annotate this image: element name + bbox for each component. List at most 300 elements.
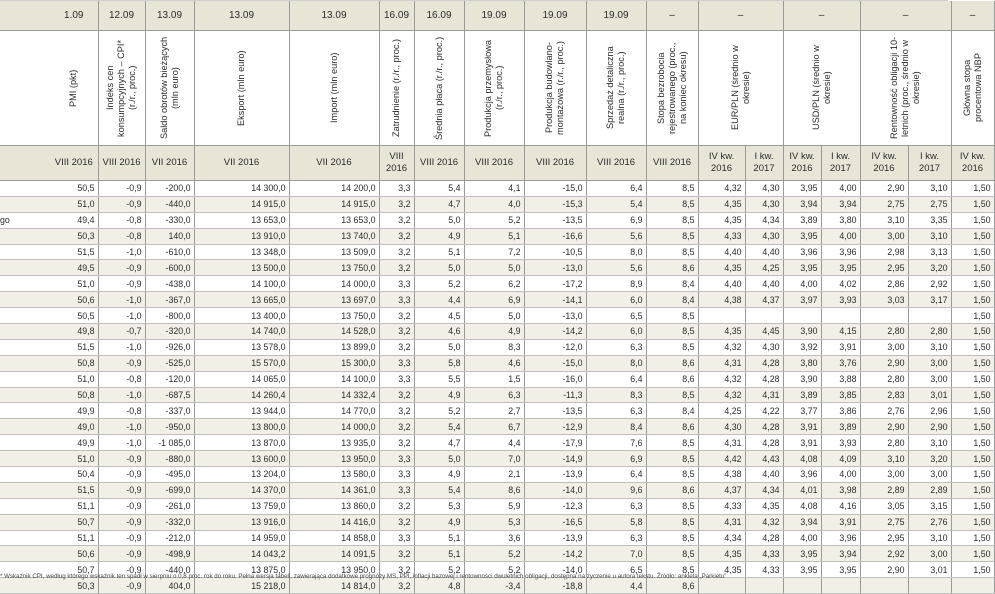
table-cell: 8,0 (586, 244, 646, 260)
table-cell: 4,22 (745, 403, 783, 419)
table-cell: 14 361,0 (289, 482, 379, 498)
row-label (0, 451, 50, 467)
table-cell: -610,0 (145, 244, 194, 260)
column-header-text: Produkcja przemysłowa (r./r., proc.) (483, 39, 504, 137)
table-cell: 3,3 (379, 451, 414, 467)
table-cell: 5,2 (414, 276, 464, 292)
table-cell: -13,9 (524, 467, 586, 483)
table-row (0, 212, 994, 228)
period-cell: IV kw. 2016 (951, 146, 994, 181)
table-cell: 2,76 (860, 403, 908, 419)
table-cell: 4,28 (745, 435, 783, 451)
table-cell: -14,9 (524, 451, 586, 467)
table-cell: 8,5 (646, 435, 698, 451)
table-cell: 3,01 (908, 387, 951, 403)
row-label (0, 196, 50, 212)
column-header (50, 31, 98, 146)
table-cell: -880,0 (145, 451, 194, 467)
table-cell: 50,7 (50, 514, 98, 530)
footnote: * Wskaźnik CPI, według którego wskaźnik ten spadł w sierpniu o 0,8 proc. rok do roku. Pełna wersja tabeli, zawierająca dodatkowe prognozy MS, PPI, inflacji bazowej i rentowności dwuletnich obligacji, dostępna na życzenie u autora tekstu. Źródło: ankieta „Parkietu” (0, 573, 727, 580)
table-cell: 3,95 (783, 546, 821, 562)
table-cell: 4,40 (745, 467, 783, 483)
table-cell: 4,00 (783, 276, 821, 292)
table-cell: 51,1 (50, 530, 98, 546)
table-cell: 14 959,0 (194, 530, 289, 546)
table-cell: 5,0 (414, 260, 464, 276)
table-row (0, 482, 994, 498)
column-header-text: Średnia płaca (r./r., proc.) (433, 36, 444, 140)
table-cell: 3,2 (379, 196, 414, 212)
table-cell: 8,5 (646, 498, 698, 514)
table-cell: 4,00 (821, 228, 860, 244)
table-cell: 1,50 (951, 244, 994, 260)
table-cell: -0,7 (98, 324, 145, 340)
row-label: go (0, 212, 50, 228)
table-cell: 51,1 (50, 498, 98, 514)
period-cell: VIII 2016 (586, 146, 646, 181)
column-header-text: Zatrudnienie (r./r., proc.) (391, 38, 401, 138)
table-cell (783, 308, 821, 324)
table-cell: 8,5 (646, 339, 698, 355)
table-cell: 4,32 (745, 514, 783, 530)
table-cell: -14,0 (524, 482, 586, 498)
table-cell: 3,91 (821, 514, 860, 530)
table-cell: 4,42 (698, 451, 745, 467)
table-cell: 8,6 (646, 419, 698, 435)
table-cell: 1,50 (951, 530, 994, 546)
table-cell: 8,5 (646, 451, 698, 467)
column-header-text: USD/PLN (średnio w okresie) (810, 45, 832, 131)
table-cell: 4,31 (698, 355, 745, 371)
table-cell: 7,0 (586, 546, 646, 562)
table-row (0, 276, 994, 292)
table-cell: 8,0 (586, 355, 646, 371)
table-cell: 5,8 (586, 514, 646, 530)
period-cell: IV kw. 2016 (860, 146, 908, 181)
table-row (0, 339, 994, 355)
table-cell (908, 578, 951, 594)
table-cell: -0,9 (98, 467, 145, 483)
table-cell: 14 528,0 (289, 324, 379, 340)
table-cell: 2,1 (464, 467, 524, 483)
table-cell: 13 899,0 (289, 339, 379, 355)
table-cell: 4,00 (821, 181, 860, 197)
table-cell: 13 750,0 (289, 260, 379, 276)
table-row (0, 419, 994, 435)
table-cell: 3,10 (860, 451, 908, 467)
table-cell: 15 570,0 (194, 355, 289, 371)
date-cell: 1.09 (50, 1, 98, 31)
table-cell: 51,0 (50, 276, 98, 292)
table-cell: 4,35 (698, 546, 745, 562)
table-cell: 6,3 (586, 403, 646, 419)
table-cell: 4,25 (698, 403, 745, 419)
table-cell: 50,3 (50, 578, 98, 594)
table-cell: 2,89 (908, 482, 951, 498)
table-cell: 13 750,0 (289, 308, 379, 324)
column-header (646, 31, 698, 146)
table-cell: 8,9 (586, 276, 646, 292)
table-cell: 1,50 (951, 339, 994, 355)
table-cell: 4,1 (464, 181, 524, 197)
table-row (0, 181, 994, 197)
table-cell: 6,4 (586, 467, 646, 483)
table-cell: -0,9 (98, 482, 145, 498)
table-cell: 3,77 (783, 403, 821, 419)
table-cell: 4,34 (745, 482, 783, 498)
table-cell: 1,50 (951, 419, 994, 435)
column-header-text: Saldo obrotów bieżących (mln euro) (158, 36, 180, 140)
table-cell: 2,80 (860, 435, 908, 451)
table-cell: 51,5 (50, 244, 98, 260)
table-cell: 3,96 (821, 530, 860, 546)
table-cell: 1,50 (951, 371, 994, 387)
table-cell: 3,89 (821, 419, 860, 435)
row-label (0, 530, 50, 546)
table-cell: -1,0 (98, 292, 145, 308)
table-cell: 2,89 (860, 482, 908, 498)
table-cell: 3,00 (908, 546, 951, 562)
table-cell: 2,90 (860, 419, 908, 435)
table-cell: -18,8 (524, 578, 586, 594)
table-cell: 3,94 (783, 514, 821, 530)
table-cell: 3,2 (379, 244, 414, 260)
date-cell: – (698, 1, 783, 31)
table-cell: -1,0 (98, 435, 145, 451)
date-cell: 16.09 (414, 1, 464, 31)
table-cell: -3,4 (464, 578, 524, 594)
table-cell: 14 200,0 (289, 181, 379, 197)
table-row (0, 324, 994, 340)
column-header (586, 31, 646, 146)
table-cell: 5,4 (414, 181, 464, 197)
table-cell: 4,35 (698, 212, 745, 228)
table-cell: 5,2 (414, 403, 464, 419)
table-cell: 4,09 (821, 451, 860, 467)
table-cell: 3,93 (821, 435, 860, 451)
table-cell: -440,0 (145, 196, 194, 212)
table-cell: 3,10 (860, 212, 908, 228)
table-cell: 140,0 (145, 228, 194, 244)
table-cell: 2,95 (860, 260, 908, 276)
table-cell: 49,0 (50, 419, 98, 435)
table-cell: 1,50 (951, 387, 994, 403)
table-cell: 3,10 (908, 339, 951, 355)
table-cell: 6,7 (464, 419, 524, 435)
table-cell: 2,90 (860, 355, 908, 371)
table-cell (821, 308, 860, 324)
table-cell: 4,31 (698, 435, 745, 451)
row-label (0, 276, 50, 292)
table-cell: -120,0 (145, 371, 194, 387)
table-cell: -0,9 (98, 514, 145, 530)
table-cell: 4,35 (698, 562, 745, 578)
table-cell: 3,10 (908, 530, 951, 546)
table-cell: -12,3 (524, 498, 586, 514)
table-cell: 2,90 (860, 181, 908, 197)
table-cell (951, 578, 994, 594)
table-cell: 14 065,0 (194, 371, 289, 387)
table-cell: 8,5 (646, 324, 698, 340)
table-cell: 6,9 (586, 212, 646, 228)
table-row (0, 451, 994, 467)
period-cell: VIII 2016 (464, 146, 524, 181)
row-label (0, 292, 50, 308)
period-cell: VIII 2016 (379, 146, 414, 181)
table-cell: -0,9 (98, 355, 145, 371)
table-cell: -0,9 (98, 578, 145, 594)
table-cell: -15,3 (524, 196, 586, 212)
table-cell: 4,40 (698, 276, 745, 292)
row-label (0, 498, 50, 514)
table-cell: 4,33 (745, 546, 783, 562)
column-header (464, 31, 524, 146)
table-cell: 2,90 (908, 419, 951, 435)
column-name-row (0, 31, 994, 146)
table-cell: -699,0 (145, 482, 194, 498)
table-cell: 5,1 (464, 228, 524, 244)
table-cell: 14 100,0 (289, 371, 379, 387)
table-cell: 8,6 (464, 482, 524, 498)
table-cell: 8,3 (464, 339, 524, 355)
table-cell: 3,3 (379, 181, 414, 197)
table-cell: 49,5 (50, 260, 98, 276)
table-cell: 14 260,4 (194, 387, 289, 403)
table-cell: -16,5 (524, 514, 586, 530)
period-cell: VII 2016 (145, 146, 194, 181)
table-cell: 3,2 (379, 562, 414, 578)
table-cell: 1,50 (951, 308, 994, 324)
table-cell: 8,5 (646, 244, 698, 260)
column-header-text: Stopa bezrobocia rejestrowanego (proc., na koniec okresu) (655, 42, 688, 134)
table-cell: 3,10 (908, 228, 951, 244)
table-cell: -15,0 (524, 355, 586, 371)
date-cell: 19.09 (586, 1, 646, 31)
table-cell: 404,0 (145, 578, 194, 594)
table-cell: -0,9 (98, 181, 145, 197)
row-label (0, 260, 50, 276)
table-cell: 51,0 (50, 196, 98, 212)
table-cell: 3,2 (379, 435, 414, 451)
column-header (194, 31, 289, 146)
table-cell: 50,6 (50, 546, 98, 562)
table-cell: 51,0 (50, 371, 98, 387)
table-cell: 3,89 (783, 212, 821, 228)
table-cell: -330,0 (145, 212, 194, 228)
table-cell: 8,4 (646, 276, 698, 292)
table-cell (745, 308, 783, 324)
column-header (145, 31, 194, 146)
table-cell: -16,0 (524, 371, 586, 387)
table-cell: 1,50 (951, 482, 994, 498)
table-cell: -926,0 (145, 339, 194, 355)
table-cell: 3,93 (821, 292, 860, 308)
table-cell: 1,50 (951, 562, 994, 578)
table-cell: 8,5 (646, 546, 698, 562)
table-cell: -320,0 (145, 324, 194, 340)
table-cell (821, 578, 860, 594)
table-cell: -367,0 (145, 292, 194, 308)
table-cell: 13 950,0 (289, 451, 379, 467)
period-cell-blank (0, 146, 50, 181)
table-cell: 13 653,0 (289, 212, 379, 228)
table-cell: 4,43 (745, 451, 783, 467)
table-cell: 8,4 (646, 403, 698, 419)
table-cell: 1,50 (951, 403, 994, 419)
table-cell: 14 814,0 (289, 578, 379, 594)
table-cell: 3,90 (783, 324, 821, 340)
table-cell: 6,5 (586, 308, 646, 324)
column-header (783, 31, 860, 146)
table-cell: -1,0 (98, 308, 145, 324)
table-cell: 13 950,0 (289, 562, 379, 578)
table-cell: 5,6 (586, 260, 646, 276)
table-cell: 3,10 (908, 181, 951, 197)
table-cell: 14 300,0 (194, 181, 289, 197)
table-cell: 4,4 (464, 435, 524, 451)
table-cell: -0,9 (98, 498, 145, 514)
table-cell: 5,0 (464, 308, 524, 324)
table-cell: 5,0 (464, 260, 524, 276)
table-cell: 3,20 (908, 451, 951, 467)
table-cell: 4,30 (745, 196, 783, 212)
period-cell: I kw. 2017 (908, 146, 951, 181)
table-cell: 14 740,0 (194, 324, 289, 340)
table-cell: 1,50 (951, 451, 994, 467)
table-cell: -13,5 (524, 403, 586, 419)
table-cell: 6,3 (464, 387, 524, 403)
table-cell: 13 400,0 (194, 308, 289, 324)
table-cell: 8,6 (646, 260, 698, 276)
table-cell: 50,8 (50, 355, 98, 371)
period-cell: VIII 2016 (524, 146, 586, 181)
table-cell: -0,8 (98, 403, 145, 419)
table-cell: 4,9 (464, 324, 524, 340)
table-row (0, 244, 994, 260)
table-cell: -498,9 (145, 546, 194, 562)
column-header (379, 31, 414, 146)
table-cell: 13 204,0 (194, 467, 289, 483)
row-label (0, 435, 50, 451)
table-cell: -337,0 (145, 403, 194, 419)
table-cell (908, 308, 951, 324)
table-cell: -200,0 (145, 181, 194, 197)
table-cell: 4,30 (745, 339, 783, 355)
table-cell (698, 578, 745, 594)
date-cell-blank (0, 1, 50, 31)
table-cell: 1,50 (951, 228, 994, 244)
table-cell: 9,6 (586, 482, 646, 498)
table-cell: -13,5 (524, 212, 586, 228)
table-cell: 3,80 (783, 355, 821, 371)
table-cell: 4,9 (414, 387, 464, 403)
table-cell: 50,3 (50, 228, 98, 244)
row-label (0, 546, 50, 562)
table-cell: 3,00 (860, 339, 908, 355)
table-cell (745, 578, 783, 594)
table-cell: 7,6 (586, 435, 646, 451)
table-cell: 13 916,0 (194, 514, 289, 530)
table-cell: -17,9 (524, 435, 586, 451)
table-cell: -17,2 (524, 276, 586, 292)
table-cell: 3,2 (379, 339, 414, 355)
table-cell: -1,0 (98, 387, 145, 403)
table-cell: 1,50 (951, 276, 994, 292)
date-cell: – (783, 1, 860, 31)
table-cell: 8,5 (646, 467, 698, 483)
table-row (0, 578, 994, 594)
table-cell: 6,2 (464, 276, 524, 292)
table-cell: 4,6 (414, 324, 464, 340)
table-cell: 8,5 (646, 181, 698, 197)
table-cell: 3,00 (860, 228, 908, 244)
table-cell: 14 100,0 (194, 276, 289, 292)
table-cell: 4,34 (698, 530, 745, 546)
table-cell: -1,0 (98, 339, 145, 355)
table-cell: 8,6 (646, 371, 698, 387)
table-cell: 2,98 (860, 244, 908, 260)
table-cell: 4,35 (698, 324, 745, 340)
table-cell: 3,94 (821, 546, 860, 562)
table-cell: 14 858,0 (289, 530, 379, 546)
period-cell: IV kw. 2016 (698, 146, 745, 181)
table-cell: 4,5 (414, 308, 464, 324)
table-cell: 2,80 (908, 324, 951, 340)
column-header (951, 31, 994, 146)
table-cell: 1,50 (951, 196, 994, 212)
table-cell: -12,9 (524, 419, 586, 435)
row-label (0, 578, 50, 594)
period-cell: IV kw. 2016 (783, 146, 821, 181)
table-cell: -0,9 (98, 451, 145, 467)
table-cell: 2,92 (908, 276, 951, 292)
table-cell: 4,01 (783, 482, 821, 498)
table-row (0, 371, 994, 387)
table-row (0, 308, 994, 324)
column-header-text: Indeks cen konsumpcyjnych – CPI* (r./r., proc.) (105, 39, 137, 137)
date-cell: 19.09 (524, 1, 586, 31)
table-cell: 50,5 (50, 308, 98, 324)
table-cell: 8,5 (646, 212, 698, 228)
table-cell: -14,2 (524, 546, 586, 562)
table-body (0, 181, 994, 594)
table-cell: 3,05 (860, 498, 908, 514)
table-cell: 8,5 (646, 387, 698, 403)
table-cell: 4,15 (821, 324, 860, 340)
table-cell: 49,8 (50, 324, 98, 340)
date-cell: 19.09 (464, 1, 524, 31)
row-label (0, 419, 50, 435)
table-cell: 4,9 (414, 467, 464, 483)
column-header-text: Eksport (mln euro) (236, 50, 246, 126)
date-row (0, 1, 994, 31)
period-row (0, 146, 994, 181)
period-cell: VIII 2016 (646, 146, 698, 181)
table-cell: 3,03 (860, 292, 908, 308)
table-cell: 4,45 (745, 324, 783, 340)
column-header-text: Import (mln euro) (328, 52, 339, 124)
table-cell: 6,0 (586, 292, 646, 308)
table-cell: 51,5 (50, 482, 98, 498)
table-cell (860, 308, 908, 324)
table-cell: 49,4 (50, 212, 98, 228)
table-cell: 5,4 (586, 196, 646, 212)
column-header-text: Sprzedaż detaliczna realna (r./r., proc.) (605, 46, 626, 130)
table-cell: 13 578,0 (194, 339, 289, 355)
table-cell: 3,3 (379, 530, 414, 546)
row-label (0, 355, 50, 371)
table-cell: 4,32 (698, 339, 745, 355)
